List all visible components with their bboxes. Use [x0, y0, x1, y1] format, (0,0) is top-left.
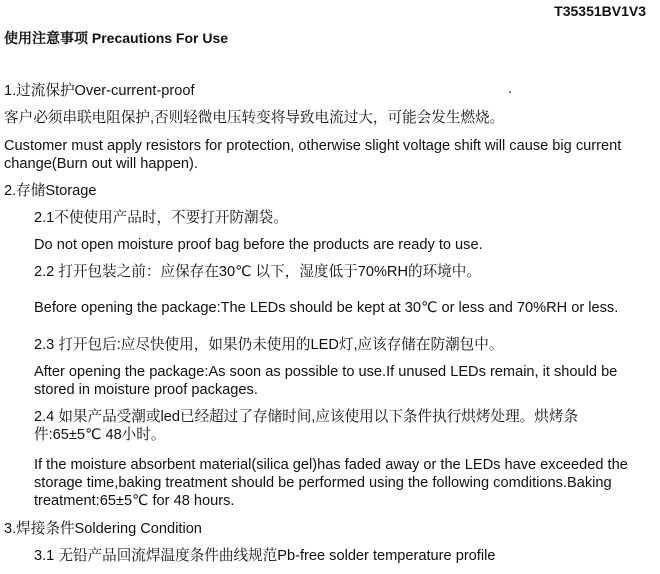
page-title: 使用注意事项 Precautions For Use	[4, 30, 229, 46]
document-code: T35351BV1V3	[554, 3, 646, 19]
item-2-2-en: Before opening the package:The LEDs should be kept at 30℃ or less and 70%RH or less.	[34, 300, 619, 316]
section-heading-over-current: 1.过流保护Over-current-proof	[4, 83, 195, 99]
paragraph-cn-resistor: 客户必须串联电阻保护,否则轻微电压转变将导致电流过大，可能会发生燃烧。	[4, 110, 505, 126]
item-2-3-en: After opening the package:As soon as possible to use.If unused LEDs remain, it should be stored in moisture proof packages.	[34, 364, 618, 398]
item-2-3-cn: 2.3 打开包后:应尽快使用，如果仍未使用的LED灯,应该存储在防潮包中。	[34, 337, 504, 353]
section-heading-soldering: 3.焊接条件Soldering Condition	[4, 521, 202, 537]
item-2-1-en: Do not open moisture proof bag before the products are ready to use.	[34, 237, 483, 253]
item-2-4-cn: 2.4 如果产品受潮或led已经超过了存储时间,应该使用以下条件执行烘烤处理。烘烤条件:65±5℃ 48小时。	[34, 409, 579, 443]
item-3-1: 3.1 无铅产品回流焊温度条件曲线规范Pb-free solder temperature profile	[34, 548, 496, 564]
item-2-2-cn: 2.2 打开包装之前：应保存在30℃ 以下，湿度低于70%RH的环境中。	[34, 264, 481, 280]
paragraph-en-resistor: Customer must apply resistors for protection, otherwise slight voltage shift will cause big current change(Burn out will happen).	[4, 138, 622, 172]
heading-trailing-dot: .	[508, 81, 513, 97]
item-2-1-cn: 2.1不使使用产品时，不要打开防潮袋。	[34, 210, 288, 226]
item-2-4-en: If the moisture absorbent material(silica gel)has faded away or the LEDs have exceeded the storage time,baking treatment should be performed using the following comditions.Baking treatment:65±5℃ for 48 hours.	[34, 457, 628, 509]
section-heading-storage: 2.存储Storage	[4, 183, 97, 199]
